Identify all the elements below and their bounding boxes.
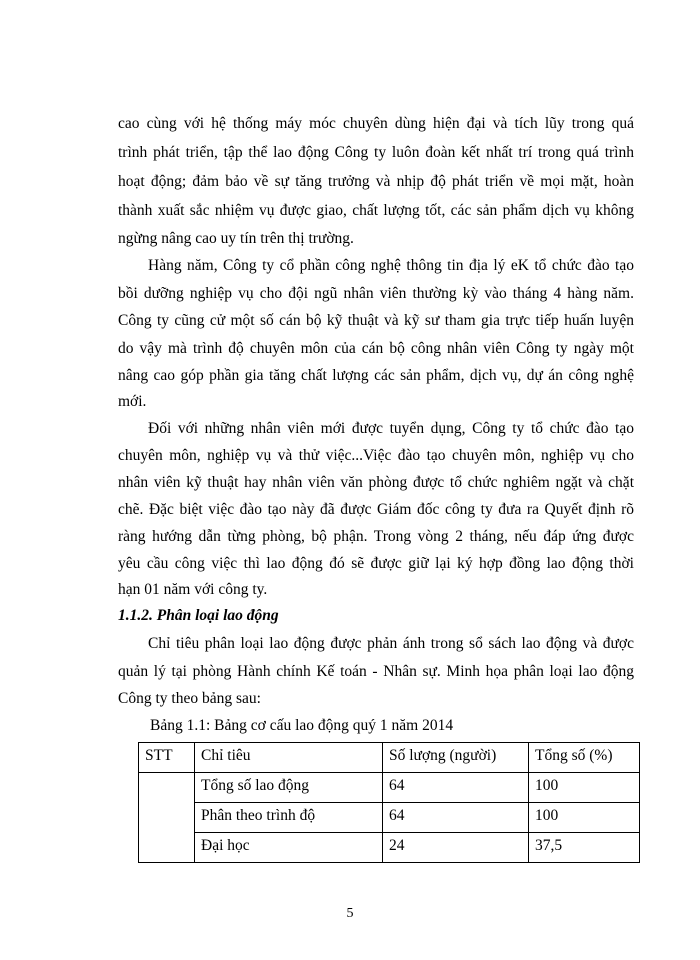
paragraph-line: nhân viên kỹ thuật hay nhân viên văn phòng được tổ chức nghiêm ngặt và chặt xyxy=(118,474,634,491)
table-header-cell: Số lượng (người) xyxy=(383,743,529,773)
table-cell xyxy=(139,773,195,863)
table-caption: Bảng 1.1: Bảng cơ cấu lao động quý 1 năm 2014 xyxy=(150,717,454,734)
table-header-cell: Chỉ tiêu xyxy=(195,743,383,773)
table-cell: 100 xyxy=(529,803,640,833)
table-cell: 100 xyxy=(529,773,640,803)
paragraph-line: ràng hướng dẫn từng phòng, bộ phận. Trong vòng 2 tháng, nếu đáp ứng được xyxy=(118,528,634,545)
paragraph-line: Chỉ tiêu phân loại lao động được phản ánh trong sổ sách lao động và được xyxy=(148,635,634,652)
table-cell: 37,5 xyxy=(529,833,640,863)
paragraph-line: trình phát triển, tập thể lao động Công ty luôn đoàn kết nhất trí trong quá trình xyxy=(118,144,634,161)
paragraph-line: Đối với những nhân viên mới được tuyển dụng, Công ty tổ chức đào tạo xyxy=(148,420,634,437)
paragraph-line: bồi dưỡng nghiệp vụ cho đội ngũ nhân viên thường kỳ vào tháng 4 hàng năm. xyxy=(118,285,634,302)
paragraph-line: hạn 01 năm với công ty. xyxy=(118,581,268,598)
table-cell: Tổng số lao động xyxy=(195,773,383,803)
paragraph-line: Công ty cũng cử một số cán bộ kỹ thuật và kỹ sư tham gia trực tiếp huấn luyện xyxy=(118,312,634,329)
paragraph-line: chuyên môn, nghiệp vụ và thử việc...Việc đào tạo chuyên môn, nghiệp vụ cho xyxy=(118,447,634,464)
table-cell: Phân theo trình độ xyxy=(195,803,383,833)
table-row xyxy=(139,833,640,863)
table-cell: 24 xyxy=(383,833,529,863)
paragraph-line: nâng cao góp phần gia tăng chất lượng các sản phẩm, dịch vụ, dự án công nghệ xyxy=(118,367,634,384)
paragraph-line: yêu cầu công việc thì lao động đó sẽ được giữ lại ký hợp đồng lao động thời xyxy=(118,555,634,572)
paragraph-line: hoạt động; đảm bảo về sự tăng trưởng và nhịp độ phát triển về mọi mặt, hoàn xyxy=(118,173,634,190)
table-header-row xyxy=(139,743,640,773)
paragraph-line: cao cùng với hệ thống máy móc chuyên dùng hiện đại và tích lũy trong quá xyxy=(118,115,634,132)
paragraph-line: thành xuất sắc nhiệm vụ được giao, chất lượng tốt, các sản phẩm dịch vụ không xyxy=(118,202,634,219)
labor-structure-table xyxy=(138,742,640,863)
paragraph-line: chẽ. Đặc biệt việc đào tạo này đã được Giám đốc công ty đưa ra Quyết định rõ xyxy=(118,501,634,518)
paragraph-line: Hàng năm, Công ty cổ phần công nghệ thông tin địa lý eK tổ chức đào tạo xyxy=(148,257,634,274)
paragraph-line: Công ty theo bảng sau: xyxy=(118,690,261,707)
paragraph-line: quản lý tại phòng Hành chính Kế toán - Nhân sự. Minh họa phân loại lao động xyxy=(118,663,634,680)
page-number: 5 xyxy=(346,906,354,921)
table-row xyxy=(139,773,640,803)
paragraph-line: ngừng nâng cao uy tín trên thị trường. xyxy=(118,230,354,247)
table-header-cell: STT xyxy=(139,743,195,773)
table-cell: 64 xyxy=(383,803,529,833)
section-heading: 1.1.2. Phân loại lao động xyxy=(118,607,279,624)
table-header-cell: Tổng số (%) xyxy=(529,743,640,773)
paragraph-line: mới. xyxy=(118,393,147,410)
paragraph-line: do vậy mà trình độ chuyên môn của cán bộ công nhân viên Công ty ngày một xyxy=(118,340,634,357)
table-row xyxy=(139,803,640,833)
table-cell: Đại học xyxy=(195,833,383,863)
table-cell: 64 xyxy=(383,773,529,803)
